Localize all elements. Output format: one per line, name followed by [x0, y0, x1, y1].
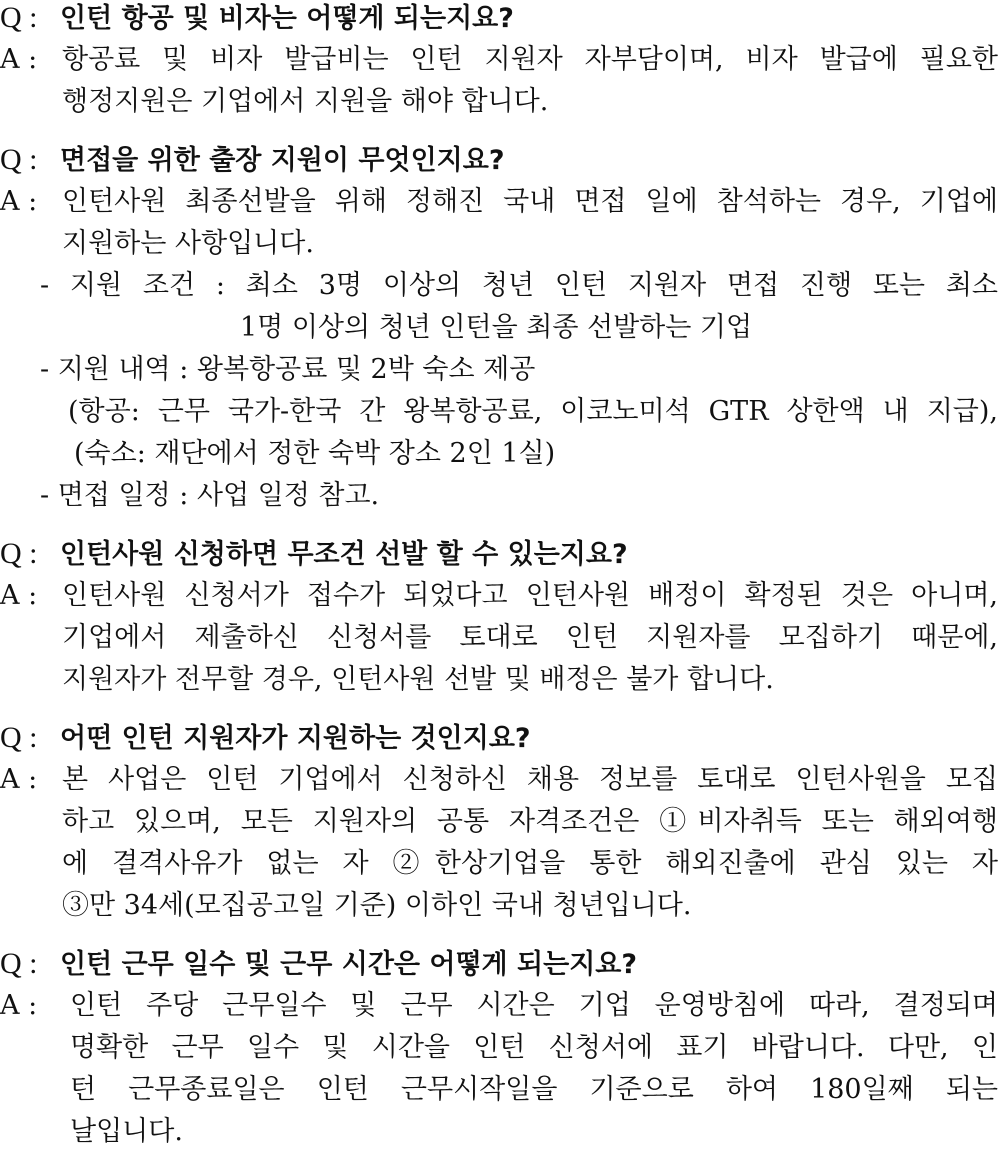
- answer-text: 인턴 주당 근무일수 및 근무 시간은 기업 운영방침에 따라, 결정되며: [70, 990, 998, 1021]
- question-text: 인턴 근무 일수 및 근무 시간은 어떻게 되는지요?: [60, 949, 638, 980]
- q-marker: Q :: [0, 143, 38, 176]
- detail-lodging-note: [0, 432, 1000, 476]
- faq-answer-2-line-1: [0, 180, 1000, 224]
- detail-support-condition-cont: [0, 306, 1000, 350]
- faq-question-3: [0, 532, 1000, 576]
- detail-support-condition: [0, 264, 1000, 308]
- answer-text: 명확한 근무 일수 및 시간을 인턴 신청서에 표기 바랍니다. 다만, 인: [70, 1032, 998, 1063]
- a-marker: A :: [0, 186, 38, 217]
- faq-question-1: [0, 0, 1000, 40]
- faq-answer-3-line-3: [0, 658, 1000, 702]
- faq-answer-1-line-1: [0, 38, 1000, 82]
- detail-text: (숙소: 재단에서 정한 숙박 장소 2인 1실): [74, 438, 556, 469]
- faq-question-2: [0, 138, 1000, 182]
- q-marker: Q :: [0, 721, 38, 754]
- detail-flight-note: [0, 390, 1000, 434]
- answer-text: 날입니다.: [70, 1116, 183, 1147]
- detail-text: - 지원 내역 : 왕복항공료 및 2박 숙소 제공: [40, 354, 536, 385]
- answer-text: 항공료 및 비자 발급비는 인턴 지원자 자부담이며, 비자 발급에 필요한: [62, 44, 998, 75]
- a-marker: A :: [0, 990, 38, 1021]
- faq-answer-4-line-3: [0, 842, 1000, 886]
- answer-text: 에 결격사유가 없는 자 ②한상기업을 통한 해외진출에 관심 있는 자: [62, 848, 998, 879]
- detail-text: - 면접 일정 : 사업 일정 참고.: [40, 480, 380, 511]
- faq-question-4: [0, 716, 1000, 760]
- answer-text: 기업에서 제출하신 신청서를 토대로 인턴 지원자를 모집하기 때문에,: [62, 622, 998, 653]
- faq-answer-4-line-1: [0, 758, 1000, 802]
- answer-text: 지원자가 전무할 경우, 인턴사원 선발 및 배정은 불가 합니다.: [62, 664, 774, 695]
- faq-answer-5-line-3: [0, 1068, 1000, 1112]
- question-text: 면접을 위한 출장 지원이 무엇인지요?: [60, 145, 505, 176]
- faq-answer-2-line-2: [0, 222, 1000, 266]
- answer-text: 인턴사원 신청서가 접수가 되었다고 인턴사원 배정이 확정된 것은 아니며,: [62, 580, 998, 611]
- answer-text: ③만 34세(모집공고일 기준) 이하인 국내 청년입니다.: [62, 890, 692, 921]
- faq-answer-4-line-2: [0, 800, 1000, 844]
- answer-text: 턴 근무종료일은 인턴 근무시작일을 기준으로 하여 180일째 되는: [70, 1074, 998, 1105]
- faq-answer-5-line-1: [0, 984, 1000, 1028]
- faq-answer-5-line-4: [0, 1110, 1000, 1154]
- answer-text: 인턴사원 최종선발을 위해 정해진 국내 면접 일에 참석하는 경우, 기업에: [62, 186, 998, 217]
- answer-text: 지원하는 사항입니다.: [62, 228, 314, 259]
- faq-answer-3-line-1: [0, 574, 1000, 618]
- answer-text: 행정지원은 기업에서 지원을 해야 합니다.: [62, 86, 549, 117]
- faq-answer-5-line-2: [0, 1026, 1000, 1070]
- a-marker: A :: [0, 44, 38, 75]
- a-marker: A :: [0, 764, 38, 795]
- detail-support-content: [0, 348, 1000, 392]
- detail-interview-schedule: [0, 474, 1000, 518]
- q-marker: Q :: [0, 1, 38, 34]
- faq-answer-4-line-4: [0, 884, 1000, 928]
- detail-text: - 지원 조건 : 최소 3명 이상의 청년 인턴 지원자 면접 진행 또는 최소: [40, 270, 998, 301]
- question-text: 인턴사원 신청하면 무조건 선발 할 수 있는지요?: [60, 539, 628, 570]
- question-text: 어떤 인턴 지원자가 지원하는 것인지요?: [60, 723, 531, 754]
- question-text: 인턴 항공 및 비자는 어떻게 되는지요?: [60, 3, 514, 34]
- q-marker: Q :: [0, 537, 38, 570]
- faq-answer-1-line-2: [0, 80, 1000, 124]
- answer-text: 하고 있으며, 모든 지원자의 공통 자격조건은 ①비자취득 또는 해외여행: [62, 806, 998, 837]
- answer-text: 본 사업은 인턴 기업에서 신청하신 채용 정보를 토대로 인턴사원을 모집: [62, 764, 998, 795]
- faq-answer-3-line-2: [0, 616, 1000, 660]
- q-marker: Q :: [0, 947, 38, 980]
- detail-text: 1명 이상의 청년 인턴을 최종 선발하는 기업: [240, 312, 753, 343]
- faq-question-5: [0, 942, 1000, 986]
- detail-text: (항공: 근무 국가-한국 간 왕복항공료, 이코노미석 GTR 상한액 내 지급),: [68, 396, 998, 427]
- a-marker: A :: [0, 580, 38, 611]
